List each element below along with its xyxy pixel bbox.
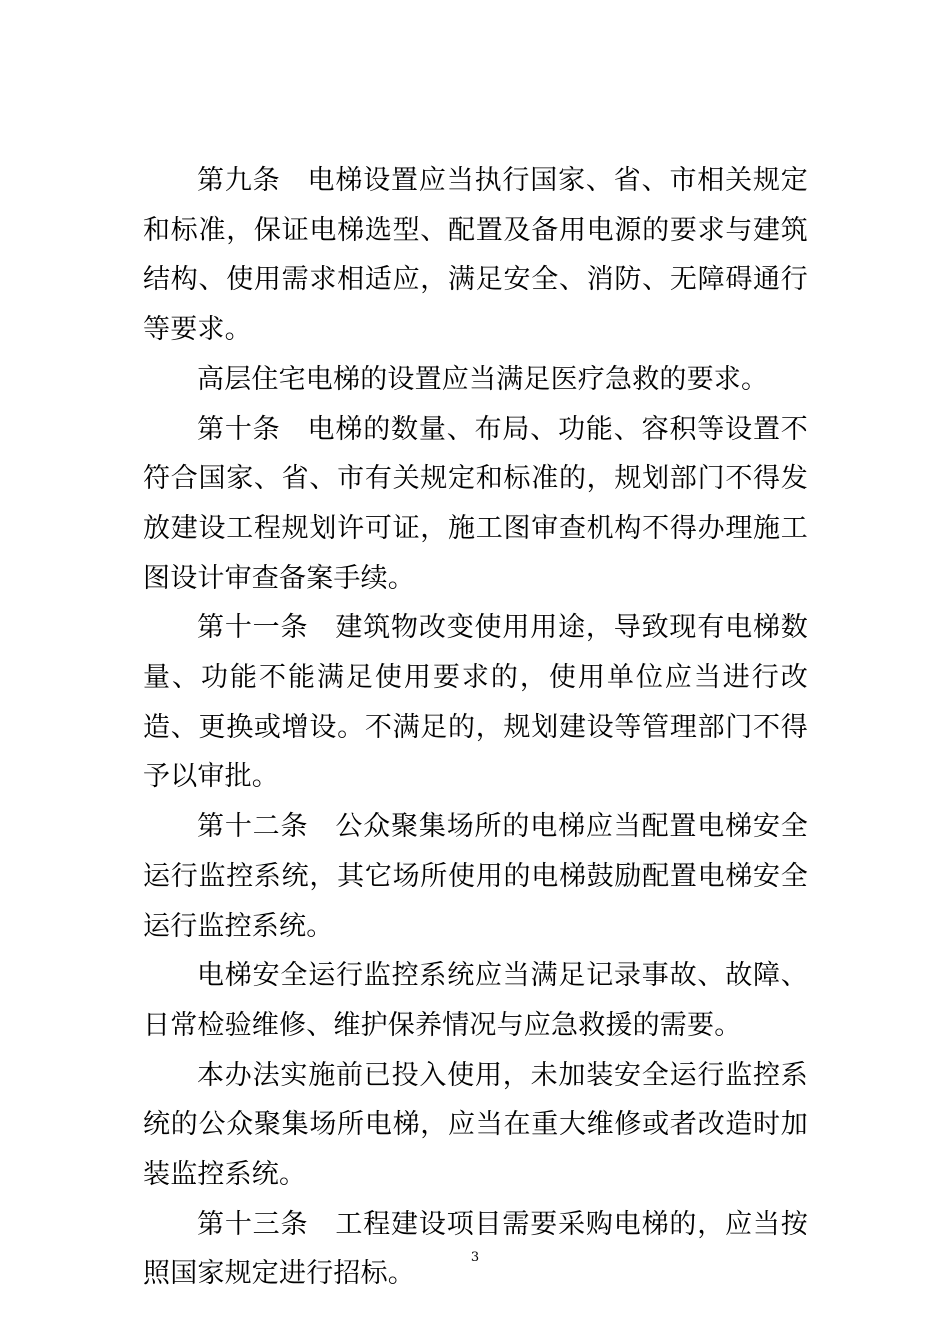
paragraph-article-10 (143, 405, 808, 604)
paragraph-text: 公众聚集场所的电梯应当配置电梯安全运行监控系统，其它场所使用的电梯鼓励配置电梯安全运行监控系统。 (143, 811, 808, 942)
article-label: 第十三条 (197, 1208, 309, 1240)
article-label: 第十二条 (197, 811, 309, 843)
article-label: 第十条 (197, 413, 281, 445)
paragraph-text: 电梯安全运行监控系统应当满足记录事故、故障、日常检验维修、维护保养情况与应急救援的需要。 (143, 960, 808, 1041)
paragraph-text: 建筑物改变使用用途，导致现有电梯数量、功能不能满足使用要求的，使用单位应当进行改造、更换或增设。不满足的，规划建设等管理部门不得予以审批。 (143, 612, 808, 793)
paragraph-text: 高层住宅电梯的设置应当满足医疗急救的要求。 (197, 363, 769, 395)
paragraph-text: 电梯的数量、布局、功能、容积等设置不符合国家、省、市有关规定和标准的，规划部门不得发放建设工程规划许可证，施工图审查机构不得办理施工图设计审查备案手续。 (143, 413, 808, 594)
paragraph-article-9 (143, 156, 808, 355)
article-label: 第九条 (197, 165, 281, 196)
paragraph-article-9-sub (143, 355, 808, 405)
paragraph-article-12-sub-1 (143, 951, 808, 1050)
paragraph-text: 本办法实施前已投入使用，未加装安全运行监控系统的公众聚集场所电梯，应当在重大维修或者改造时加装监控系统。 (143, 1059, 808, 1191)
paragraph-article-11 (143, 603, 808, 802)
paragraph-article-12-sub-2 (143, 1051, 808, 1200)
article-label: 第十一条 (197, 612, 309, 644)
page-number: 3 (470, 1250, 480, 1265)
paragraph-text: 工程建设项目需要采购电梯的，应当按照国家规定进行招标。 (143, 1208, 808, 1290)
document-body (143, 156, 808, 1299)
paragraph-article-12 (143, 802, 808, 951)
paragraph-text: 电梯设置应当执行国家、省、市相关规定和标准，保证电梯选型、配置及备用电源的要求与建筑结构、使用需求相适应，满足安全、消防、无障碍通行等要求。 (143, 165, 808, 346)
